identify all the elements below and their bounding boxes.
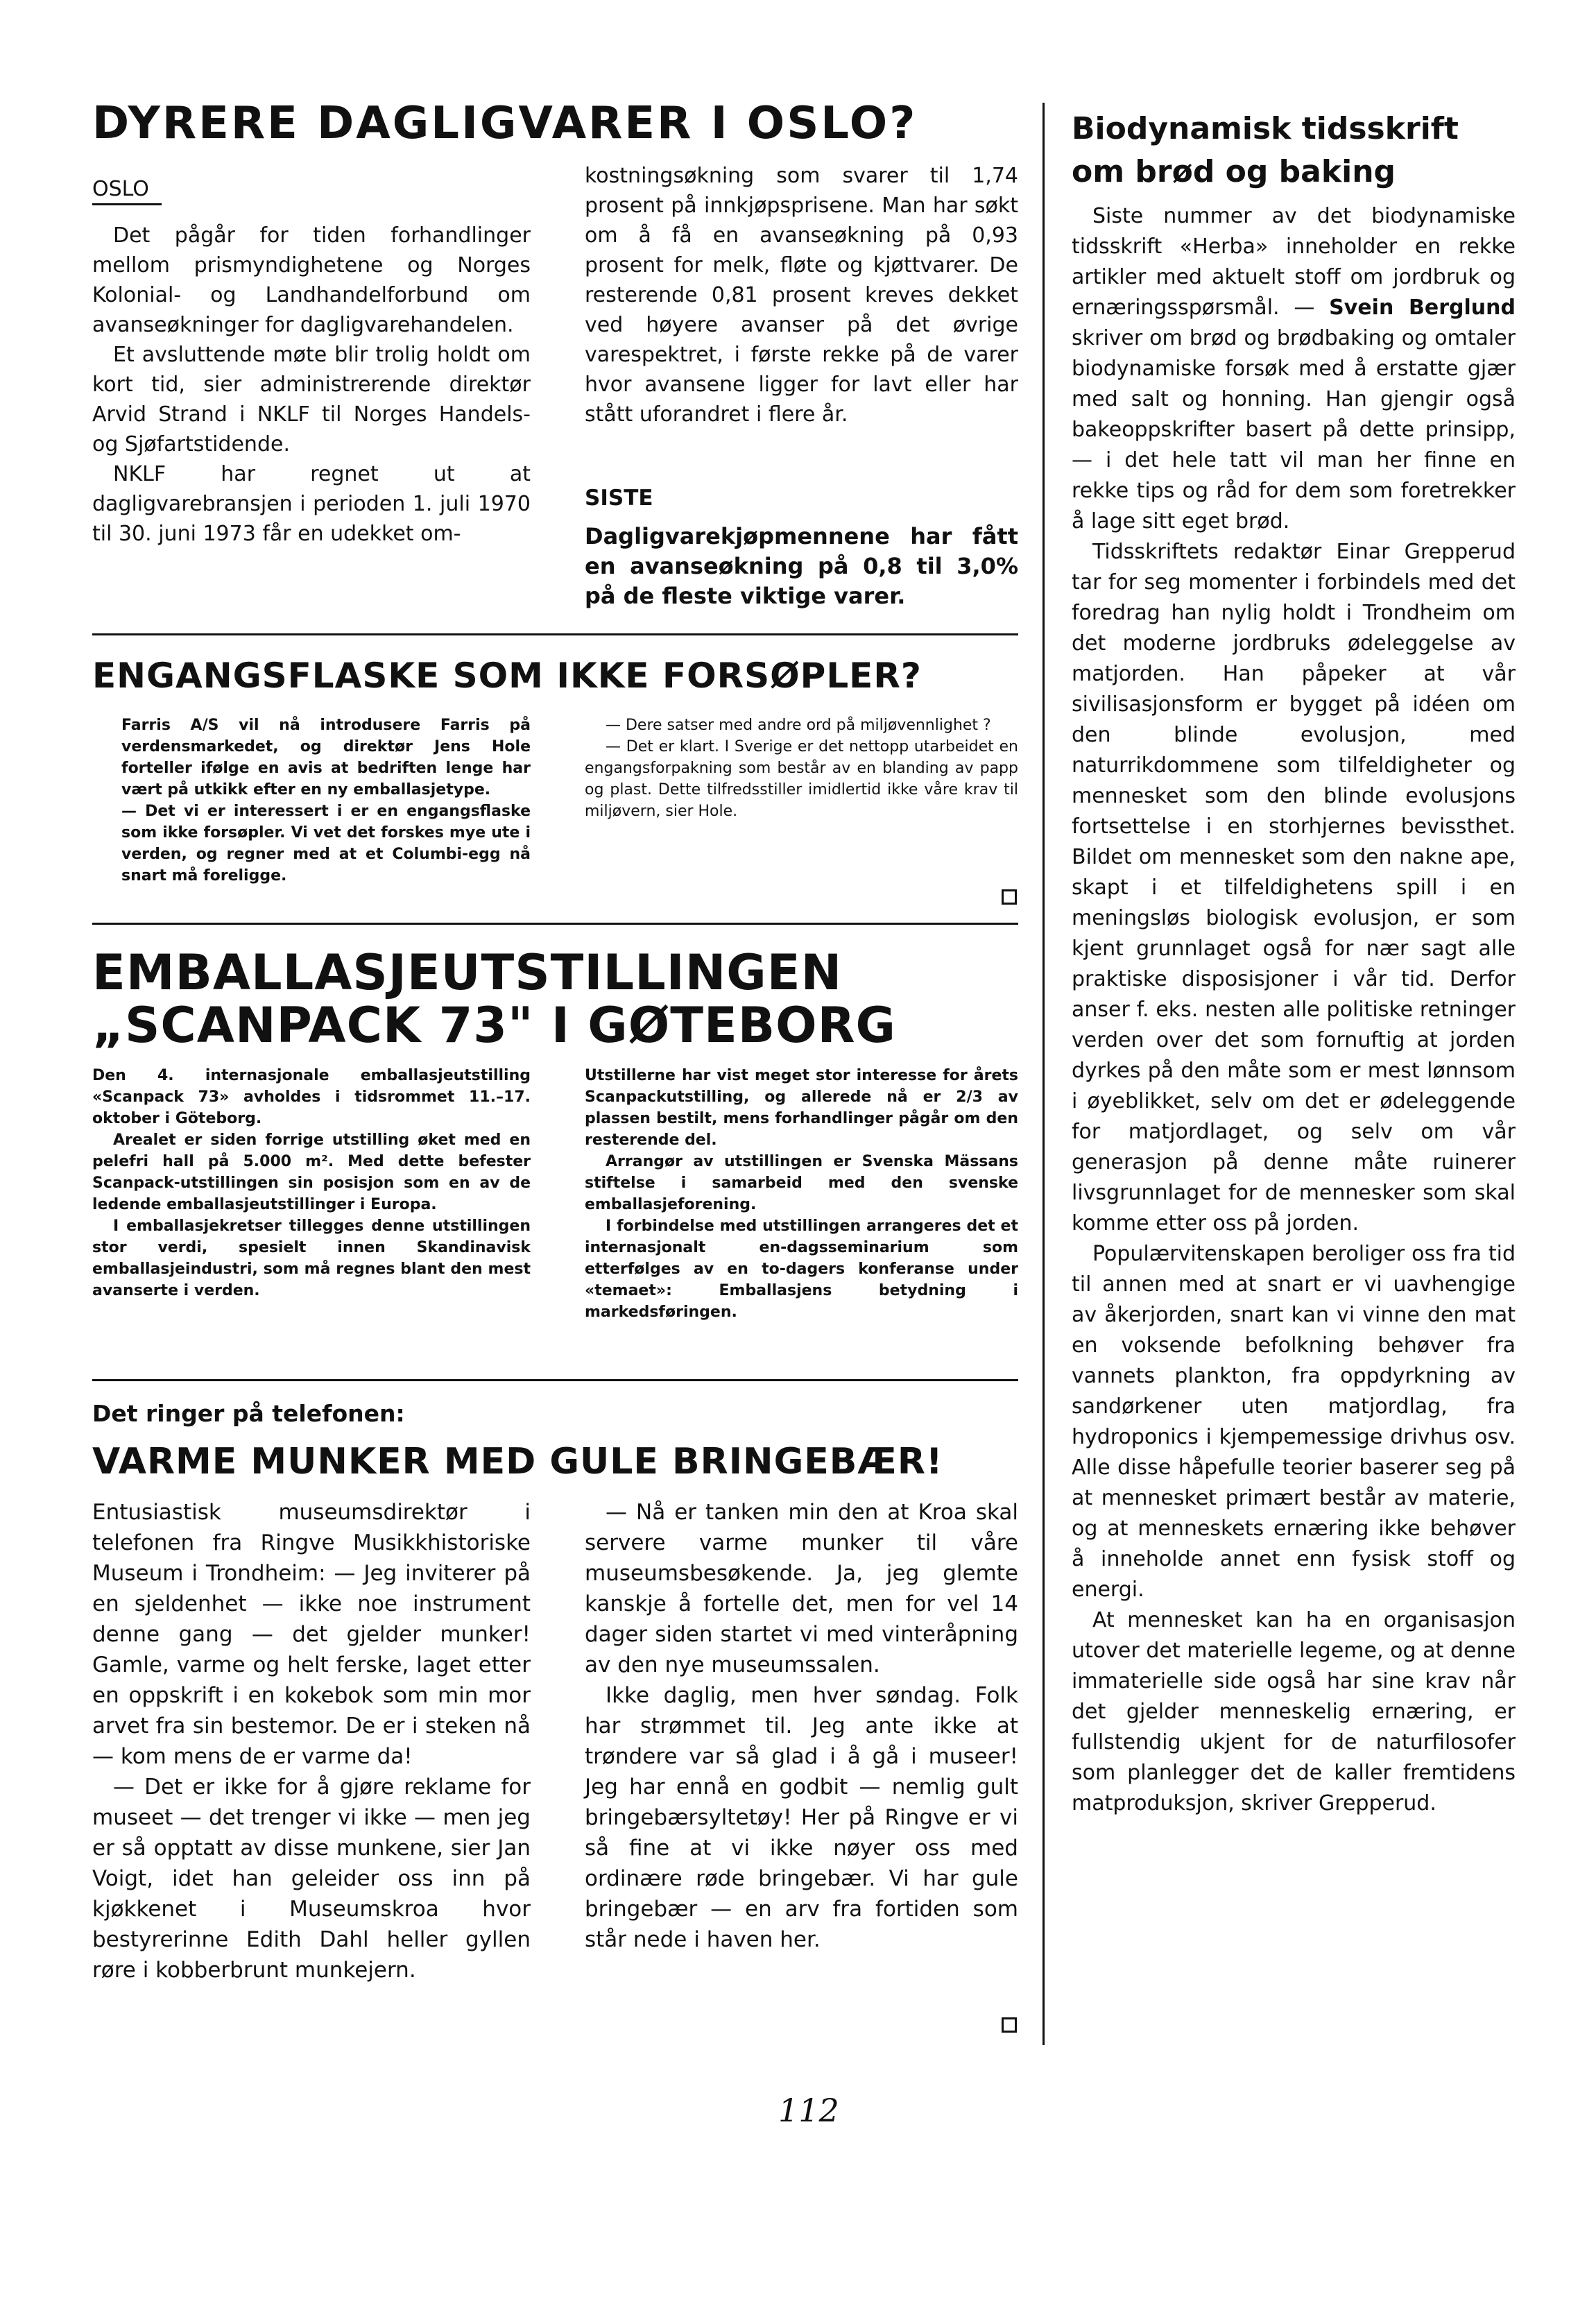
article2-col1-p2: — Det vi er interessert i er en engangsflaske som ikke forsøpler. Vi vet det forskes mye ute i verden, og regner med at et Columbi-egg nå snart må foreligge. [121,803,531,885]
article1-dateline: OSLO [92,177,149,201]
article1-col1 [92,221,531,549]
article1-col1-p2: Et avsluttende møte blir trolig holdt om kort tid, sier administrerende direktør Arvid Strand i NKLF til Norges Handels- og Sjøfartstidende. [92,343,531,456]
sidebar-p2: Tidsskriftets redaktør Einar Grepperud tar for seg momenter i forbindels med det foredrag han nylig holdt i Trondheim om det moderne jordbruks ødeleggelse av matjorden. Han påpeker at vår sivilisasjonsform er bygget på idéen om den blinde evolusjon, med naturrikdommene som tilfeldigheter og mennesket som den blinde evolusjons fortsettelse i en storhjernes bevissthet. Bildet om mennesket som den nakne ape, skapt i et tilfeldighetens spill i en meningsløs biologisk evolusjon, er som kjent grunnlaget også for nær sagt alle praktiske disposisjoner i vår tid. Derfor anser f. eks. nesten alle politiske retninger verden over det som fornuftig at jorden dyrkes på den måte som er mest lønnsom i øyeblikket, selv om det er ødeleggende for matjordlaget, og selv om vår generasjon på denne måte ruinerer livsgrunnlaget for de mennesker som skal komme etter oss på jorden. [1072,540,1516,1236]
article4-col1 [92,1497,531,1985]
article4-title: VARME MUNKER MED GULE BRINGEBÆR! [92,1441,943,1483]
article1-col1-p1: Det pågår for tiden forhandlinger mellom prismyndighetene og Norges Kolonial- og Landhandelforbund om avanseøkninger for dagligvarehandelen. [92,223,531,337]
article4-col2-p2: Ikke daglig, men hver søndag. Folk har strømmet til. Jeg ante ikke at trøndere var så glad i å gå i museer! Jeg har ennå en godbit — nemlig gult bringebærsyltetøy! Her på Ringve er vi så fine at vi ikke nøyer oss med ordinære røde bringebær. Vi har gule bringebær — en arv fra fortiden som står nede i haven her. [585,1683,1018,1952]
page-number: 112 [778,2092,839,2129]
sidebar-title-line1: Biodynamisk tidsskrift [1072,111,1459,146]
article3-col1-p3: I emballasjekretser tillegges denne utstillingen stor verdi, spesielt innen Skandinavisk emballasjeindustri, som må regnes blant den mest avanserte i verden. [92,1217,531,1299]
article3-col2-p1: Utstillerne har vist meget stor interesse for årets Scanpackutstilling, og allerede nå er 2/3 av plassen bestilt, mens forhandlinger pågår om den resterende del. [585,1067,1018,1149]
article3-col1 [92,1065,531,1301]
sidebar-p1-a: Siste nummer av det biodynamiske tidsskrift «Herba» inneholder en rekke artikler med aktuelt stoff om jordbruk og ernæringsspørsmål. — [1072,204,1516,320]
article2-col2-p2: — Det er klart. I Sverige er det nettopp utarbeidet en engangsforpakning som består av en blanding av papp og plast. Dette tilfredsstiller imidlertid ikke våre krav til miljøvern, sier Hole. [585,738,1018,820]
article3-title-line2: „SCANPACK 73" I GØTEBORG [92,997,897,1054]
article3-col2 [585,1065,1018,1323]
article2-col1 [121,715,531,887]
article1-title: DYRERE DAGLIGVARER I OSLO? [92,98,918,149]
article2-title: ENGANGSFLASKE SOM IKKE FORSØPLER? [92,656,922,696]
article2-end-mark [1002,889,1017,905]
article2-col2-p1: — Dere satser med andre ord på miljøvennlighet ? [606,717,991,734]
article1-siste-text: Dagligvarekjøpmennene har fått en avanseøkning på 0,8 til 3,0% på de fleste viktige varer. [585,523,1018,609]
article4-col1-p1: Entusiastisk museumsdirektør i telefonen fra Ringve Musikkhistoriske Museum i Trondheim: — Jeg inviterer på en sjeldenhet — ikke noe instrument denne gang — det gjelder munker! Gamle, varme og helt ferske, laget etter en oppskrift i en kokebok som min mor arvet fra sin bestemor. De er i steken nå — kom mens de er varme da! [92,1500,531,1769]
article4-col2-p1: — Nå er tanken min den at Kroa skal servere varme munker til våre museumsbesøkende. Ja, jeg glemte kanskje å fortelle det, men for vel 14 dager siden startet vi med vinteråpning av den nye museumssalen. [585,1500,1018,1677]
sidebar-p1 [1072,201,1516,537]
article1-col2-p1: kostningsøkning som svarer til 1,74 prosent på innkjøpsprisene. Man har søkt om å få en avanseøkning på 0,93 prosent for melk, fløte og kjøttvarer. De resterende 0,81 prosent kreves dekket ved høyere avanser på det øvrige varespektret, i første rekke på de varer hvor avansene ligger for lavt eller har stått uforandret i flere år. [585,164,1018,427]
column-separator [1042,103,1045,2045]
article4-kicker: Det ringer på telefonen: [92,1400,405,1427]
article3-col2-p3: I forbindelse med utstillingen arrangeres det et internasjonalt en-dagsseminarium som etterfølges av en to-dagers konferanse under «temaet»: Emballasjens betydning i markedsføringen. [585,1217,1018,1321]
sidebar-body [1072,201,1516,1819]
dateline-rule [92,203,162,205]
divider-3 [92,1379,1018,1381]
divider-2 [92,923,1018,925]
article3-col1-p1: Den 4. internasjonale emballasjeutstilling «Scanpack 73» avholdes i tidsrommet 11.–17. oktober i Göteborg. [92,1067,531,1127]
article2-col2 [585,715,1018,822]
article1-col2 [585,161,1018,429]
sidebar-p3: Populærvitenskapen beroliger oss fra tid til annen med at snart er vi uavhengige av åkerjorden, snart kan vi vinne den mat en voksende befolkning behøver fra vannets plankton, fra oppdyrkning av sandørkener uten matjordlag, fra hydroponics i kjempemessige drivhus osv. Alle disse håpefulle teorier baserer seg på at mennesket primært består av materie, og at menneskets ernæring ikke behøver å inneholde annet enn fysisk stoff og energi. [1072,1242,1516,1602]
article3-col2-p2: Arrangør av utstillingen er Svenska Mässans stiftelse i samarbeid med den svenske emballasjeforening. [585,1153,1018,1213]
article2-col1-p1: Farris A/S vil nå introdusere Farris på verdensmarkedet, og direktør Jens Hole forteller ifølge en avis at bedriften lenge har vært på utkikk efter en ny emballasjetype. [121,717,531,798]
article4-col1-p2: — Det er ikke for å gjøre reklame for museet — det trenger vi ikke — men jeg er så opptatt av disse munkene, sier Jan Voigt, idet han geleider oss inn på kjøkkenet i Museumskroa hvor bestyrerinne Edith Dahl heller gyllen røre i kobberbrunt munkejern. [92,1775,531,1983]
article1-siste-label: SISTE [585,486,653,511]
sidebar-p1-b: skriver om brød og brødbaking og omtaler biodynamiske forsøk med å erstatte gjær med salt og honning. Han gjengir også bakeoppskrifter basert på dette prinsipp, — i det hele tatt vil man her finne en rekke tips og råd for dem som foretrekker å lage sitt eget brød. [1072,326,1516,533]
sidebar-p1-name: Svein Berglund [1329,296,1516,320]
sidebar-p4: At mennesket kan ha en organisasjon utover det materielle legeme, og at denne immaterielle side også har sine krav når det gjelder menneskelig ernæring, er fullstendig ukjent for de naturfilosofer som planlegger det de kaller fremtidens matproduksjon, skriver Grepperud. [1072,1608,1516,1815]
article1-col1-p3: NKLF har regnet ut at dagligvarebransjen i perioden 1. juli 1970 til 30. juni 1973 får en udekket om- [92,462,531,546]
sidebar-title-line2: om brød og baking [1072,154,1396,189]
article4-col2 [585,1497,1018,1955]
divider-1 [92,633,1018,635]
article3-col1-p2: Arealet er siden forrige utstilling øket med en pelefri hall på 5.000 m². Med dette befester Scanpack-utstillingen sin posisjon som en av de ledende emballasjeutstillinger i Europa. [92,1131,531,1213]
article3-title-line1: EMBALLASJEUTSTILLINGEN [92,944,843,1001]
article4-end-mark [1002,2017,1017,2033]
